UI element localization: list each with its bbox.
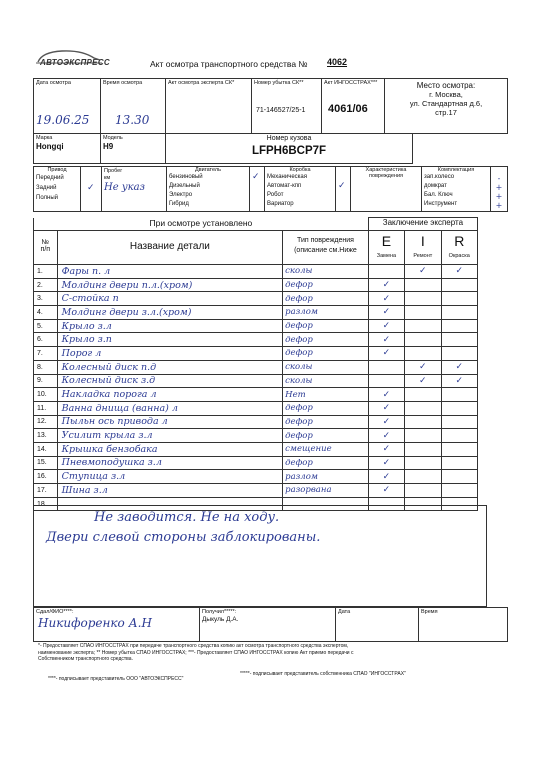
- row-number: 1.: [34, 265, 58, 279]
- row-paint-mark: ✓: [441, 360, 478, 374]
- time-value: 13.30: [115, 113, 150, 127]
- engine-diesel: Дизельный: [169, 183, 200, 189]
- paint-sub: Окраска: [448, 253, 470, 259]
- place-label: Место осмотра:: [416, 81, 476, 90]
- row-part-name: Ванна днища (ванна) л: [57, 401, 283, 415]
- row-replace-mark: ✓: [368, 333, 404, 347]
- row-paint-mark: [441, 347, 478, 361]
- row-number: 18.: [34, 497, 58, 511]
- vin-cell: [166, 134, 413, 164]
- table-row: [34, 388, 478, 402]
- row-repair-mark: [405, 429, 441, 443]
- engine-label: Двигатель: [195, 167, 221, 173]
- row-number: 11.: [34, 401, 58, 415]
- row-part-name: Колесный диск п.д: [57, 360, 283, 374]
- replace-header: [368, 231, 404, 265]
- row-part-name: Ступица з.л: [57, 470, 283, 484]
- row-repair-mark: [405, 415, 441, 429]
- row-damage-type: сколы: [283, 374, 369, 388]
- repair-letter: I: [420, 233, 425, 249]
- row-repair-mark: [405, 470, 441, 484]
- row-paint-mark: ✓: [441, 374, 478, 388]
- row-damage-type: дефор: [283, 278, 369, 292]
- footnote-1: *- Предоставляет СПАО ИНГОССТРАХ при передаче транспортного средства копию акт осмотра транспортного средства экспертом,: [38, 643, 349, 649]
- row-damage-type: дефор: [283, 319, 369, 333]
- model-label: Модель: [103, 135, 123, 141]
- row-damage-type: разорвана: [283, 484, 369, 498]
- received-label: Получил*****:: [202, 609, 237, 615]
- damage-type-header: [283, 231, 369, 265]
- kit-jack: домкрат: [424, 183, 447, 189]
- ingos-act-value: 4061/06: [328, 103, 368, 115]
- row-repair-mark: [405, 456, 441, 470]
- row-number: 10.: [34, 388, 58, 402]
- gearbox-check: ✓: [338, 181, 346, 191]
- loss-label: Номер убытка СК**: [254, 80, 304, 86]
- row-paint-mark: [441, 401, 478, 415]
- date-value: 19.06.25: [36, 113, 90, 127]
- row-replace-mark: ✓: [368, 278, 404, 292]
- engine-cell: [167, 167, 250, 212]
- replace-sub: Замена: [376, 253, 397, 259]
- kit-spare-mark: -: [497, 174, 501, 183]
- table-row: [34, 456, 478, 470]
- row-paint-mark: [441, 484, 478, 498]
- table-row: [34, 292, 478, 306]
- table-row: [34, 278, 478, 292]
- drive-cell: [34, 167, 81, 212]
- notes-line-2: Двери слевой стороны заблокированы.: [46, 530, 321, 545]
- row-damage-type: дефор: [283, 333, 369, 347]
- ingos-act-label: Акт ИНГОССТРАХ***: [324, 80, 378, 86]
- row-number: 8.: [34, 360, 58, 374]
- row-replace-mark: ✓: [368, 429, 404, 443]
- row-paint-mark: [441, 292, 478, 306]
- kit-jack-mark: +: [495, 183, 503, 192]
- row-part-name: Крыло з.п: [57, 333, 283, 347]
- row-damage-type: сколы: [283, 265, 369, 279]
- row-part-name: Усилит крыла з.л: [57, 429, 283, 443]
- row-number: 7.: [34, 347, 58, 361]
- row-damage-type: сколы: [283, 360, 369, 374]
- row-part-name: Пневмоподушка з.л: [57, 456, 283, 470]
- gearbox-check-cell: [336, 167, 351, 212]
- handed-cell: [34, 608, 200, 642]
- ingos-act-cell: [322, 79, 385, 134]
- sign-date-label: Дата: [338, 609, 351, 615]
- row-paint-mark: [441, 306, 478, 320]
- specs-table: [33, 166, 508, 212]
- row-replace-mark: ✓: [368, 401, 404, 415]
- row-replace-mark: ✓: [368, 319, 404, 333]
- row-repair-mark: [405, 306, 441, 320]
- row-part-name: Молдинг двери п.л.(хром): [57, 278, 283, 292]
- parts-body: [34, 265, 478, 511]
- place-building: стр.17: [435, 108, 457, 117]
- footnote-4: ****- подписывает представитель ООО "АВТОЭКСПРЕСС": [48, 676, 184, 682]
- kit-wrench: Бал. Ключ: [424, 192, 453, 198]
- footnotes: [38, 643, 508, 663]
- place-street: ул. Стандартная д.6,: [409, 99, 483, 108]
- kit-wrench-mark: +: [495, 192, 503, 201]
- row-part-name: Фары п. л: [57, 265, 283, 279]
- table-row: [34, 374, 478, 388]
- table-row: [34, 401, 478, 415]
- num-label: №: [41, 239, 50, 246]
- row-repair-mark: [405, 292, 441, 306]
- mileage-label: Пробег: [104, 168, 123, 174]
- row-paint-mark: [441, 388, 478, 402]
- row-paint-mark: [441, 415, 478, 429]
- row-damage-type: дефор: [283, 415, 369, 429]
- row-number: 5.: [34, 319, 58, 333]
- engine-hybrid: Гибрид: [169, 201, 189, 207]
- drive-check: ✓: [87, 183, 95, 193]
- received-value: Дыкуль Д.А.: [202, 616, 239, 623]
- row-damage-type: дефор: [283, 429, 369, 443]
- row-part-name: Молдинг двери з.л.(хром): [57, 306, 283, 320]
- row-replace-mark: ✓: [368, 442, 404, 456]
- row-part-name: Пыльн ось привода л: [57, 415, 283, 429]
- logo-text: АВТОЭКСПРЕСС: [40, 58, 110, 67]
- kit-cell: [422, 167, 491, 212]
- kit-tools-mark: +: [495, 201, 503, 210]
- row-replace-mark: ✓: [368, 484, 404, 498]
- loss-value: 71-146527/25-1: [256, 107, 306, 114]
- row-number: 6.: [34, 333, 58, 347]
- row-replace-mark: ✓: [368, 292, 404, 306]
- date-label: Дата осмотра: [36, 80, 71, 86]
- row-number: 17.: [34, 484, 58, 498]
- table-row: [34, 415, 478, 429]
- model-cell: [101, 134, 166, 164]
- row-number: 15.: [34, 456, 58, 470]
- row-paint-mark: [441, 319, 478, 333]
- date-cell: [34, 79, 101, 134]
- row-repair-mark: [405, 388, 441, 402]
- place-city: г. Москва,: [429, 90, 463, 99]
- row-replace-mark: [368, 265, 404, 279]
- repair-sub: Ремонт: [413, 253, 433, 259]
- engine-check-cell: [250, 167, 265, 212]
- row-repair-mark: [405, 333, 441, 347]
- engine-petrol: бензиновый: [169, 174, 203, 180]
- vin-value: LFPH6BCP7F: [251, 145, 327, 157]
- brand-label: Марка: [36, 135, 53, 141]
- footnote-2: наименование эксперта; ** Номер убытка СПАО ИНГОССТРАХ; ***- Предоставляет СПАО ИНГОССТРАХ копию Акт приемо передачи с: [38, 649, 354, 656]
- row-part-name: Накладка порога л: [57, 388, 283, 402]
- row-repair-mark: [405, 484, 441, 498]
- row-part-name: Порог л: [57, 347, 283, 361]
- row-repair-mark: [405, 278, 441, 292]
- parts-table: [33, 217, 478, 511]
- row-paint-mark: [441, 333, 478, 347]
- row-replace-mark: ✓: [368, 388, 404, 402]
- notes-box: [33, 505, 487, 607]
- installed-heading: При осмотре установлено: [34, 218, 369, 231]
- row-part-name: Колесный диск з.д: [57, 374, 283, 388]
- kit-spare: зап.колесо: [424, 174, 455, 180]
- row-replace-mark: [368, 360, 404, 374]
- loss-cell: [252, 79, 322, 134]
- row-repair-mark: [405, 319, 441, 333]
- table-row: [34, 265, 478, 279]
- part-name-header: [57, 231, 283, 265]
- row-number: 14.: [34, 442, 58, 456]
- drive-full: Полный: [36, 195, 58, 201]
- vin-label: Номер кузова: [266, 135, 312, 142]
- engine-check: ✓: [252, 172, 260, 182]
- row-part-name: Крыло з.л: [57, 319, 283, 333]
- table-row: [34, 306, 478, 320]
- row-part-name: Крышка бензобака: [57, 442, 283, 456]
- row-number: 16.: [34, 470, 58, 484]
- footnote-5: *****- подписывает представитель собственника СПАО "ИНГОССТРАХ": [240, 671, 406, 677]
- handed-value: Никифоренко А.Н: [38, 616, 152, 630]
- row-repair-mark: [405, 347, 441, 361]
- gearbox-cvt: Вариатор: [267, 201, 294, 207]
- row-damage-type: разлом: [283, 306, 369, 320]
- engine-electric: Электро: [169, 192, 193, 198]
- row-replace-mark: [368, 374, 404, 388]
- sign-time-cell: [419, 608, 508, 642]
- row-damage-type: разлом: [283, 470, 369, 484]
- table-row: [34, 360, 478, 374]
- expert-act-label: Акт осмотра эксперта СК*: [168, 80, 235, 86]
- num-sub: п/п: [40, 246, 51, 253]
- row-part-name: Шина з.л: [57, 484, 283, 498]
- expert-act-cell: [166, 79, 252, 134]
- conclusion-heading: Заключение эксперта: [368, 218, 477, 231]
- row-damage-type: дефор: [283, 456, 369, 470]
- brand-cell: [34, 134, 101, 164]
- row-damage-type: Нет: [283, 388, 369, 402]
- gearbox-cell: [265, 167, 336, 212]
- kit-label: Комплектация: [437, 167, 475, 173]
- row-repair-mark: ✓: [405, 360, 441, 374]
- row-replace-mark: ✓: [368, 415, 404, 429]
- gearbox-robot: Робот: [267, 192, 284, 198]
- row-number: 2.: [34, 278, 58, 292]
- row-part-name: С-стойка п: [57, 292, 283, 306]
- paint-letter: R: [454, 233, 465, 249]
- row-replace-mark: ✓: [368, 470, 404, 484]
- row-paint-mark: ✓: [441, 265, 478, 279]
- mileage-unit: км: [104, 175, 111, 181]
- row-paint-mark: [441, 429, 478, 443]
- row-number: 9.: [34, 374, 58, 388]
- gearbox-label: Коробка: [289, 167, 311, 173]
- paint-header: [441, 231, 478, 265]
- num-header: [34, 231, 58, 265]
- kit-tools: Инструмент: [424, 201, 458, 207]
- row-damage-type: дефор: [283, 401, 369, 415]
- drive-label: Привод: [47, 167, 67, 173]
- repair-header: [405, 231, 441, 265]
- row-number: 13.: [34, 429, 58, 443]
- sign-time-label: Время: [421, 609, 438, 615]
- drive-check-cell: [81, 167, 102, 212]
- row-paint-mark: [441, 278, 478, 292]
- drive-front: Передний: [36, 175, 64, 181]
- page-title: Акт осмотра транспортного средства №: [150, 59, 308, 69]
- damage-char-label: Характеристика повреждения: [365, 167, 407, 179]
- vehicle-table: [33, 133, 413, 164]
- row-number: 3.: [34, 292, 58, 306]
- table-row: [34, 319, 478, 333]
- place-cell: [385, 79, 508, 134]
- footnote-3: Собственником транспортного средства.: [38, 656, 133, 662]
- drive-rear: Задний: [36, 185, 57, 191]
- act-number: 4062: [327, 57, 348, 67]
- row-repair-mark: ✓: [405, 374, 441, 388]
- damage-char-cell: [351, 167, 422, 212]
- notes-line-1: Не заводится. Не на ходу.: [94, 510, 280, 525]
- brand-value: Hongqi: [36, 142, 64, 151]
- row-number: 12.: [34, 415, 58, 429]
- replace-letter: E: [381, 233, 392, 249]
- row-replace-mark: ✓: [368, 347, 404, 361]
- row-replace-mark: ✓: [368, 306, 404, 320]
- row-repair-mark: [405, 442, 441, 456]
- info-table: [33, 78, 508, 134]
- received-cell: [200, 608, 336, 642]
- table-row: [34, 484, 478, 498]
- damage-type-sub: (описание см.Ниже: [294, 247, 357, 254]
- table-row: [34, 470, 478, 484]
- row-repair-mark: [405, 401, 441, 415]
- table-row: [34, 442, 478, 456]
- model-value: H9: [103, 142, 114, 151]
- gearbox-auto: Автомат-кпп: [267, 183, 302, 189]
- time-cell: [101, 79, 166, 134]
- sign-date-cell: [336, 608, 419, 642]
- row-number: 4.: [34, 306, 58, 320]
- gearbox-manual: Механическая: [267, 174, 308, 180]
- mileage-value: Не указ: [104, 182, 146, 193]
- row-paint-mark: [441, 470, 478, 484]
- row-repair-mark: ✓: [405, 265, 441, 279]
- row-paint-mark: [441, 456, 478, 470]
- row-damage-type: смещение: [283, 442, 369, 456]
- part-name-label: Название детали: [129, 241, 210, 252]
- kit-marks-cell: [491, 167, 508, 212]
- mileage-cell: [102, 167, 167, 212]
- row-replace-mark: ✓: [368, 456, 404, 470]
- time-label: Время осмотра: [103, 80, 143, 86]
- row-damage-type: дефор: [283, 347, 369, 361]
- signature-table: [33, 607, 508, 642]
- table-row: [34, 347, 478, 361]
- table-row: [34, 429, 478, 443]
- row-damage-type: дефор: [283, 292, 369, 306]
- damage-type-label: Тип повреждения: [296, 237, 354, 244]
- handed-label: Сдал/ФИО****:: [36, 609, 74, 615]
- table-row: [34, 333, 478, 347]
- row-paint-mark: [441, 442, 478, 456]
